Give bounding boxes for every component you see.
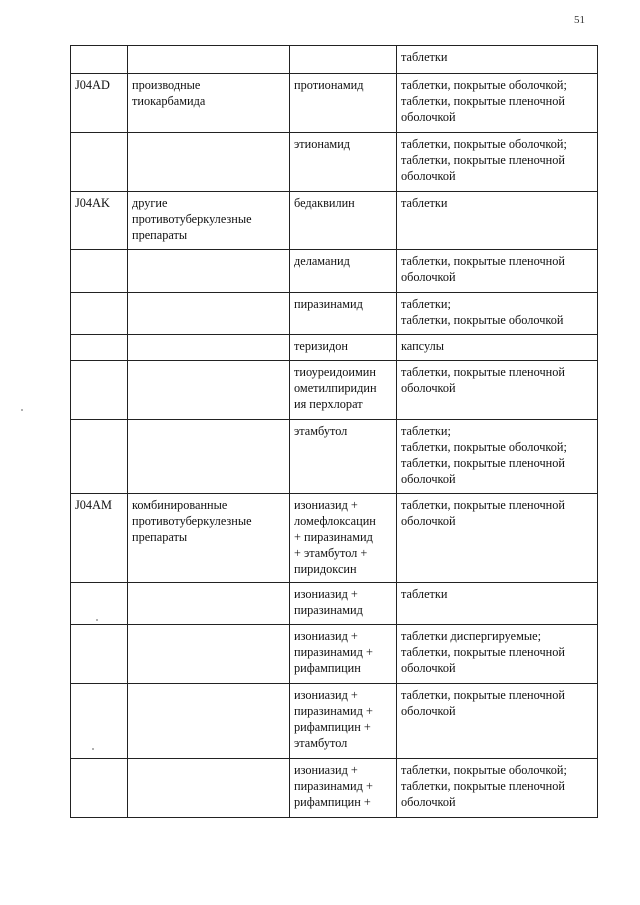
drug-name-cell: этамбутол xyxy=(290,420,397,494)
atc-code-cell xyxy=(71,420,128,494)
group-cell xyxy=(128,759,290,818)
group-cell xyxy=(128,361,290,420)
atc-code-cell xyxy=(71,250,128,293)
drug-name-cell: изониазид + пиразинамид xyxy=(290,583,397,625)
drug-name-cell: бедаквилин xyxy=(290,192,397,250)
dosage-form-cell: таблетки, покрытые пленочной оболочкой xyxy=(397,494,598,583)
group-cell: производные тиокарбамида xyxy=(128,74,290,133)
table-row xyxy=(71,583,598,625)
table-row xyxy=(71,361,598,420)
group-cell xyxy=(128,420,290,494)
table-row xyxy=(71,133,598,192)
table-row xyxy=(71,74,598,133)
drug-name-cell: изониазид + ломефлоксацин + пиразинамид + этамбутол + пиридоксин xyxy=(290,494,397,583)
atc-code-cell xyxy=(71,335,128,361)
drug-name-cell xyxy=(290,46,397,74)
group-cell xyxy=(128,583,290,625)
group-cell xyxy=(128,46,290,74)
group-cell xyxy=(128,684,290,759)
atc-code-cell: J04AD xyxy=(71,74,128,133)
table-row xyxy=(71,494,598,583)
dosage-form-cell: таблетки; таблетки, покрытые оболочкой; таблетки, покрытые пленочной оболочкой xyxy=(397,420,598,494)
group-cell xyxy=(128,133,290,192)
drug-name-cell: изониазид + пиразинамид + рифампицин + этамбутол xyxy=(290,684,397,759)
drug-name-cell: тиоуреидоимин ометилпиридин ия перхлорат xyxy=(290,361,397,420)
dosage-form-cell: таблетки xyxy=(397,46,598,74)
table-row xyxy=(71,684,598,759)
atc-code-cell xyxy=(71,133,128,192)
drug-name-cell: изониазид + пиразинамид + рифампицин + xyxy=(290,759,397,818)
table-row xyxy=(71,759,598,818)
dosage-form-cell: таблетки, покрытые оболочкой; таблетки, покрытые пленочной оболочкой xyxy=(397,759,598,818)
atc-code-cell xyxy=(71,583,128,625)
group-cell: комбинированные противотуберкулезные препараты xyxy=(128,494,290,583)
atc-code-cell xyxy=(71,759,128,818)
drug-name-cell: изониазид + пиразинамид + рифампицин xyxy=(290,625,397,684)
atc-code-cell xyxy=(71,625,128,684)
atc-code-cell xyxy=(71,46,128,74)
table-row xyxy=(71,420,598,494)
table-row xyxy=(71,250,598,293)
table-row xyxy=(71,335,598,361)
drug-table xyxy=(70,45,598,818)
drug-name-cell: деламанид xyxy=(290,250,397,293)
dosage-form-cell: таблетки, покрытые пленочной оболочкой xyxy=(397,361,598,420)
table-row xyxy=(71,46,598,74)
dosage-form-cell: таблетки; таблетки, покрытые оболочкой xyxy=(397,293,598,335)
dosage-form-cell: таблетки xyxy=(397,583,598,625)
dosage-form-cell: таблетки, покрытые пленочной оболочкой xyxy=(397,250,598,293)
table-row xyxy=(71,192,598,250)
atc-code-cell xyxy=(71,361,128,420)
dosage-form-cell: таблетки, покрытые пленочной оболочкой xyxy=(397,684,598,759)
group-cell: другие противотуберкулезные препараты xyxy=(128,192,290,250)
table-row xyxy=(71,293,598,335)
scan-speck xyxy=(21,409,23,411)
dosage-form-cell: таблетки, покрытые оболочкой; таблетки, покрытые пленочной оболочкой xyxy=(397,133,598,192)
atc-code-cell xyxy=(71,684,128,759)
table-row xyxy=(71,625,598,684)
dosage-form-cell: таблетки xyxy=(397,192,598,250)
group-cell xyxy=(128,250,290,293)
drug-name-cell: пиразинамид xyxy=(290,293,397,335)
dosage-form-cell: капсулы xyxy=(397,335,598,361)
dosage-form-cell: таблетки, покрытые оболочкой; таблетки, покрытые пленочной оболочкой xyxy=(397,74,598,133)
dosage-form-cell: таблетки диспергируемые; таблетки, покрытые пленочной оболочкой xyxy=(397,625,598,684)
group-cell xyxy=(128,335,290,361)
atc-code-cell xyxy=(71,293,128,335)
drug-name-cell: протионамид xyxy=(290,74,397,133)
drug-name-cell: этионамид xyxy=(290,133,397,192)
drug-name-cell: теризидон xyxy=(290,335,397,361)
group-cell xyxy=(128,293,290,335)
page-number: 51 xyxy=(574,14,585,26)
atc-code-cell: J04AM xyxy=(71,494,128,583)
atc-code-cell: J04AK xyxy=(71,192,128,250)
group-cell xyxy=(128,625,290,684)
